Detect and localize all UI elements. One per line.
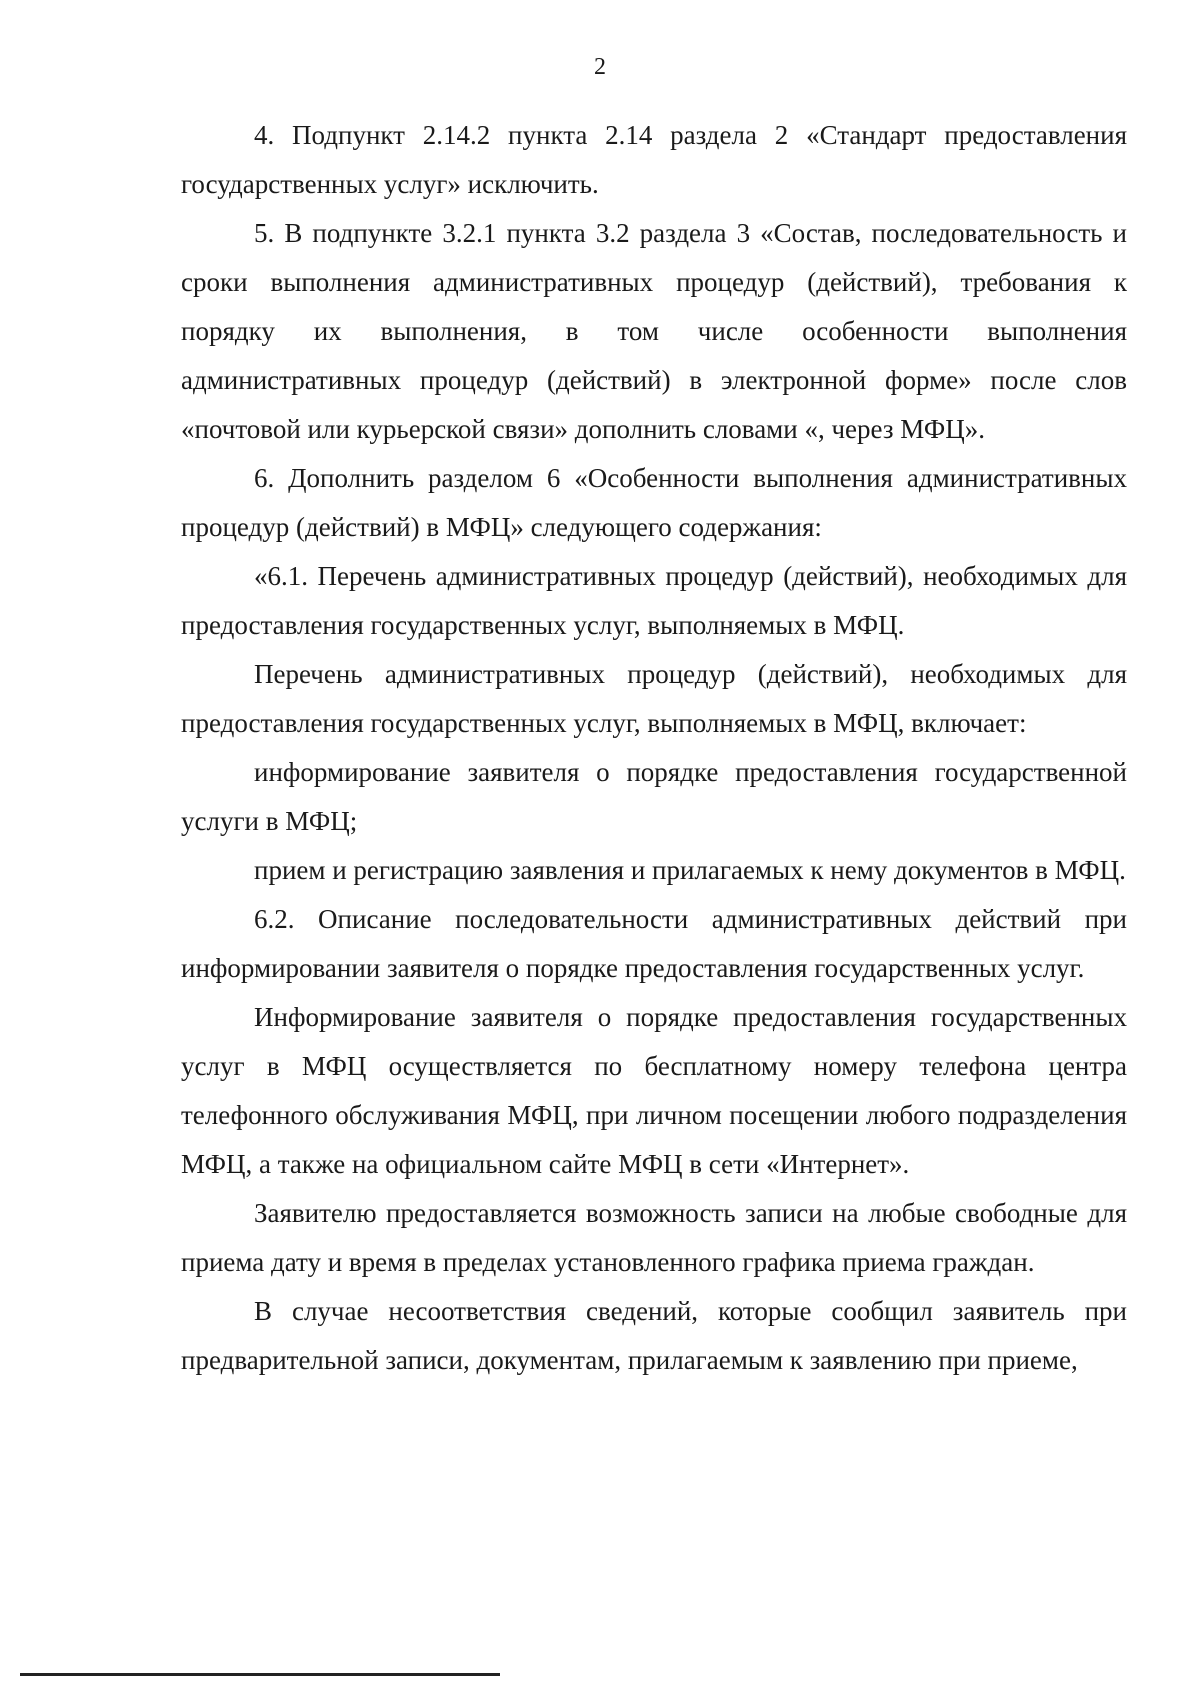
paragraph-item-5: 5. В подпункте 3.2.1 пункта 3.2 раздела 3 «Состав, последовательность и сроки выполнения административных процедур (действий), требования к порядку их выполнения, в том числе особенности выполнения административных процедур (действий) в электронной форме» после слов «почтовой или курьерской связи» дополнить словами «, через МФЦ».: [181, 218, 1127, 444]
paragraph-6-1: «6.1. Перечень административных процедур (действий), необходимых для предоставления государственных услуг, выполняемых в МФЦ.: [181, 561, 1127, 640]
paragraph-6-2: 6.2. Описание последовательности административных действий при информировании заявителя о порядке предоставления государственных услуг.: [181, 904, 1127, 983]
page-number: 2: [594, 54, 606, 80]
footer-divider: [20, 1673, 500, 1676]
paragraph-informing: информирование заявителя о порядке предоставления государственной услуги в МФЦ;: [181, 757, 1127, 836]
paragraph-item-6: 6. Дополнить разделом 6 «Особенности выполнения административных процедур (действий) в МФЦ» следующего содержания:: [181, 463, 1127, 542]
paragraph-item-4: 4. Подпункт 2.14.2 пункта 2.14 раздела 2 «Стандарт предоставления государственных услуг» исключить.: [181, 120, 1127, 199]
paragraph-procedures-list: Перечень административных процедур (действий), необходимых для предоставления государственных услуг, выполняемых в МФЦ, включает:: [181, 659, 1127, 738]
document-body: [181, 111, 1127, 1385]
paragraph-informing-details: Информирование заявителя о порядке предоставления государственных услуг в МФЦ осуществляется по бесплатному номеру телефона центра телефонного обслуживания МФЦ, при личном посещении любого подразделения МФЦ, а также на официальном сайте МФЦ в сети «Интернет».: [181, 1002, 1127, 1179]
paragraph-appointment: Заявителю предоставляется возможность записи на любые свободные для приема дату и время в пределах установленного графика приема граждан.: [181, 1198, 1127, 1277]
paragraph-reception: прием и регистрацию заявления и прилагаемых к нему документов в МФЦ.: [254, 855, 1126, 885]
paragraph-mismatch: В случае несоответствия сведений, которые сообщил заявитель при предварительной записи, документам, прилагаемым к заявлению при приеме,: [181, 1296, 1127, 1375]
